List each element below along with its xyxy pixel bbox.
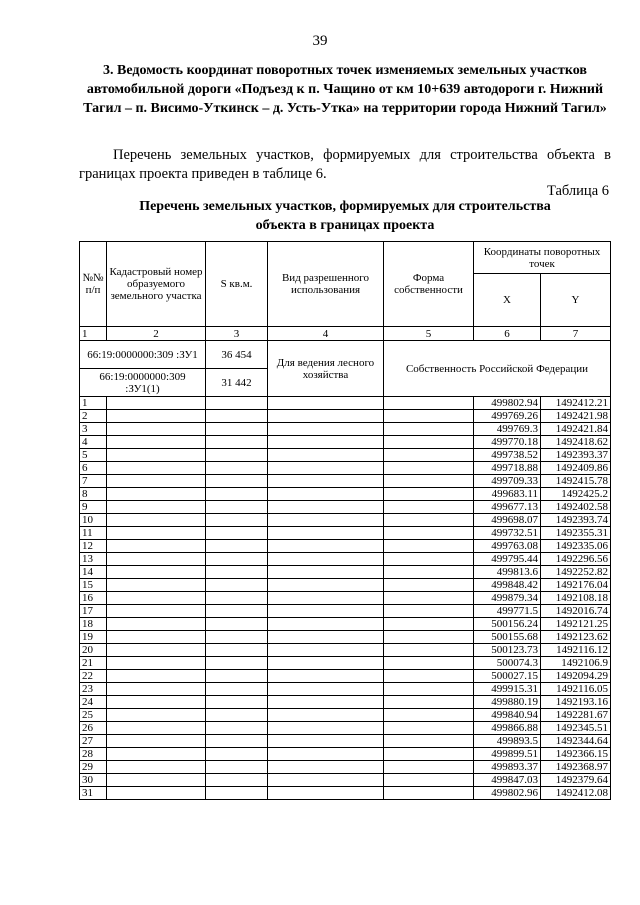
point-number: 31 <box>80 787 107 800</box>
point-number: 5 <box>80 449 107 462</box>
point-number: 6 <box>80 462 107 475</box>
section-heading: 3. Ведомость координат поворотных точек изменяемых земельных участков автомобильной дороги «Подъезд к п. Чащино от км 10+639 автодороги г. Нижний Тагил – п. Висимо-Уткинск – д. Усть-Утка» на территории города Нижний Тагил» <box>83 63 607 116</box>
col-number: 4 <box>268 327 384 341</box>
coord-y: 1492176.04 <box>541 579 611 592</box>
coord-y: 1492296.56 <box>541 553 611 566</box>
empty-cell <box>107 774 206 787</box>
empty-cell <box>206 748 268 761</box>
empty-cell <box>384 670 474 683</box>
header-x: X <box>474 274 541 327</box>
point-number: 16 <box>80 592 107 605</box>
table-title: Перечень земельных участков, формируемых для строительства объекта в границах проекта <box>139 199 551 233</box>
empty-cell <box>268 735 384 748</box>
coord-x: 499677.13 <box>474 501 541 514</box>
empty-cell <box>206 592 268 605</box>
empty-cell <box>107 787 206 800</box>
coord-x: 499718.88 <box>474 462 541 475</box>
empty-cell <box>384 748 474 761</box>
empty-cell <box>268 722 384 735</box>
point-number: 11 <box>80 527 107 540</box>
empty-cell <box>268 566 384 579</box>
coord-y: 1492412.08 <box>541 787 611 800</box>
empty-cell <box>107 748 206 761</box>
coord-y: 1492421.84 <box>541 423 611 436</box>
empty-cell <box>206 514 268 527</box>
point-number: 8 <box>80 488 107 501</box>
empty-cell <box>384 462 474 475</box>
coord-x: 500074.3 <box>474 657 541 670</box>
empty-cell <box>107 488 206 501</box>
coord-x: 499732.51 <box>474 527 541 540</box>
coord-y: 1492409.86 <box>541 462 611 475</box>
empty-cell <box>384 735 474 748</box>
parcel-ownership: Собственность Российской Федерации <box>384 341 611 397</box>
empty-cell <box>384 436 474 449</box>
empty-cell <box>107 397 206 410</box>
coord-y: 1492412.21 <box>541 397 611 410</box>
point-number: 4 <box>80 436 107 449</box>
empty-cell <box>107 735 206 748</box>
coord-y: 1492393.37 <box>541 449 611 462</box>
table-row <box>80 397 611 410</box>
col-number: 7 <box>541 327 611 341</box>
point-number: 29 <box>80 761 107 774</box>
empty-cell <box>206 488 268 501</box>
empty-cell <box>206 683 268 696</box>
empty-cell <box>384 605 474 618</box>
empty-cell <box>268 423 384 436</box>
empty-cell <box>384 657 474 670</box>
table-row <box>80 553 611 566</box>
point-number: 24 <box>80 696 107 709</box>
empty-cell <box>268 501 384 514</box>
point-number: 19 <box>80 631 107 644</box>
empty-cell <box>206 709 268 722</box>
empty-cell <box>268 631 384 644</box>
table-row <box>80 605 611 618</box>
empty-cell <box>107 657 206 670</box>
coord-x: 499879.34 <box>474 592 541 605</box>
coord-y: 1492252.82 <box>541 566 611 579</box>
coord-x: 499698.07 <box>474 514 541 527</box>
empty-cell <box>384 592 474 605</box>
empty-cell <box>107 670 206 683</box>
empty-cell <box>107 423 206 436</box>
empty-cell <box>268 462 384 475</box>
coord-y: 1492345.51 <box>541 722 611 735</box>
coord-y: 1492016.74 <box>541 605 611 618</box>
coord-x: 499738.52 <box>474 449 541 462</box>
empty-cell <box>384 423 474 436</box>
empty-cell <box>384 722 474 735</box>
coord-x: 499813.6 <box>474 566 541 579</box>
table-row <box>80 657 611 670</box>
empty-cell <box>384 761 474 774</box>
empty-cell <box>268 748 384 761</box>
table-row <box>80 761 611 774</box>
table-row <box>80 631 611 644</box>
empty-cell <box>384 488 474 501</box>
coord-x: 499847.03 <box>474 774 541 787</box>
point-number: 20 <box>80 644 107 657</box>
table-row <box>80 592 611 605</box>
point-number: 13 <box>80 553 107 566</box>
empty-cell <box>384 683 474 696</box>
table-row <box>80 787 611 800</box>
empty-cell <box>107 696 206 709</box>
empty-cell <box>268 553 384 566</box>
table-row <box>80 423 611 436</box>
header-ownership: Форма собственности <box>384 242 474 327</box>
empty-cell <box>206 436 268 449</box>
empty-cell <box>107 579 206 592</box>
point-number: 3 <box>80 423 107 436</box>
empty-cell <box>107 722 206 735</box>
coord-x: 499802.96 <box>474 787 541 800</box>
empty-cell <box>384 774 474 787</box>
coord-x: 499763.08 <box>474 540 541 553</box>
point-number: 10 <box>80 514 107 527</box>
coord-y: 1492421.98 <box>541 410 611 423</box>
coord-x: 499795.44 <box>474 553 541 566</box>
col-number: 1 <box>80 327 107 341</box>
coord-y: 1492108.18 <box>541 592 611 605</box>
empty-cell <box>107 527 206 540</box>
coord-y: 1492393.74 <box>541 514 611 527</box>
empty-cell <box>384 449 474 462</box>
empty-cell <box>268 436 384 449</box>
empty-cell <box>206 462 268 475</box>
coord-x: 499769.3 <box>474 423 541 436</box>
empty-cell <box>206 475 268 488</box>
table-row <box>80 462 611 475</box>
empty-cell <box>107 475 206 488</box>
coord-y: 1492355.31 <box>541 527 611 540</box>
empty-cell <box>206 449 268 462</box>
empty-cell <box>206 787 268 800</box>
empty-cell <box>206 657 268 670</box>
empty-cell <box>268 761 384 774</box>
table-row <box>80 670 611 683</box>
coord-x: 499893.37 <box>474 761 541 774</box>
coord-y: 1492402.58 <box>541 501 611 514</box>
point-number: 17 <box>80 605 107 618</box>
coord-x: 499769.26 <box>474 410 541 423</box>
col-number: 3 <box>206 327 268 341</box>
empty-cell <box>384 618 474 631</box>
empty-cell <box>107 605 206 618</box>
empty-cell <box>384 540 474 553</box>
empty-cell <box>268 696 384 709</box>
coord-x: 499683.11 <box>474 488 541 501</box>
col-number: 2 <box>107 327 206 341</box>
table-row <box>80 644 611 657</box>
empty-cell <box>206 735 268 748</box>
empty-cell <box>268 475 384 488</box>
col-number: 5 <box>384 327 474 341</box>
empty-cell <box>384 397 474 410</box>
empty-cell <box>268 670 384 683</box>
empty-cell <box>206 670 268 683</box>
point-number: 21 <box>80 657 107 670</box>
empty-cell <box>107 592 206 605</box>
header-coords: Координаты поворотных точек <box>474 242 611 274</box>
coord-y: 1492425.2 <box>541 488 611 501</box>
coord-y: 1492344.64 <box>541 735 611 748</box>
coord-y: 1492366.15 <box>541 748 611 761</box>
empty-cell <box>206 527 268 540</box>
table-row <box>80 774 611 787</box>
empty-cell <box>107 436 206 449</box>
empty-cell <box>384 579 474 592</box>
empty-cell <box>206 397 268 410</box>
point-number: 15 <box>80 579 107 592</box>
empty-cell <box>268 774 384 787</box>
coord-y: 1492418.62 <box>541 436 611 449</box>
empty-cell <box>268 683 384 696</box>
empty-cell <box>107 501 206 514</box>
coord-x: 499709.33 <box>474 475 541 488</box>
empty-cell <box>206 553 268 566</box>
empty-cell <box>384 410 474 423</box>
empty-cell <box>107 683 206 696</box>
header-usage: Вид разрешенного использования <box>268 242 384 327</box>
parcel-cadastral: 66:19:0000000:309 :ЗУ1 <box>80 341 206 369</box>
empty-cell <box>206 501 268 514</box>
header-cadastral: Кадастровый номер образуемого земельного участка <box>107 242 206 327</box>
empty-cell <box>268 709 384 722</box>
coord-x: 499866.88 <box>474 722 541 735</box>
parcel-area: 31 442 <box>206 369 268 397</box>
empty-cell <box>206 410 268 423</box>
coord-x: 500123.73 <box>474 644 541 657</box>
coord-x: 499802.94 <box>474 397 541 410</box>
empty-cell <box>107 449 206 462</box>
coord-x: 500027.15 <box>474 670 541 683</box>
table-row <box>80 540 611 553</box>
table-row <box>80 488 611 501</box>
coord-x: 499840.94 <box>474 709 541 722</box>
coord-x: 500155.68 <box>474 631 541 644</box>
empty-cell <box>107 618 206 631</box>
empty-cell <box>206 631 268 644</box>
table-row <box>80 527 611 540</box>
coord-y: 1492123.62 <box>541 631 611 644</box>
table-row <box>80 683 611 696</box>
empty-cell <box>384 527 474 540</box>
col-number: 6 <box>474 327 541 341</box>
empty-cell <box>206 644 268 657</box>
table-row <box>80 618 611 631</box>
coord-x: 499848.42 <box>474 579 541 592</box>
coordinates-table <box>79 241 611 800</box>
coord-y: 1492379.64 <box>541 774 611 787</box>
coord-y: 1492121.25 <box>541 618 611 631</box>
parcel-usage: Для ведения лесного хозяйства <box>268 341 384 397</box>
coord-y: 1492335.06 <box>541 540 611 553</box>
table-row <box>80 410 611 423</box>
empty-cell <box>206 618 268 631</box>
point-number: 1 <box>80 397 107 410</box>
point-number: 23 <box>80 683 107 696</box>
coord-x: 499893.5 <box>474 735 541 748</box>
empty-cell <box>206 566 268 579</box>
coord-x: 499899.51 <box>474 748 541 761</box>
empty-cell <box>107 540 206 553</box>
empty-cell <box>384 644 474 657</box>
empty-cell <box>268 527 384 540</box>
coord-x: 499880.19 <box>474 696 541 709</box>
empty-cell <box>384 696 474 709</box>
point-number: 30 <box>80 774 107 787</box>
point-number: 14 <box>80 566 107 579</box>
table-row <box>80 436 611 449</box>
empty-cell <box>206 761 268 774</box>
table-row <box>80 449 611 462</box>
table-label: Таблица 6 <box>546 183 609 199</box>
empty-cell <box>384 787 474 800</box>
table-row <box>80 566 611 579</box>
coord-y: 1492368.97 <box>541 761 611 774</box>
empty-cell <box>206 722 268 735</box>
point-number: 18 <box>80 618 107 631</box>
table-row <box>80 501 611 514</box>
coord-x: 499915.31 <box>474 683 541 696</box>
empty-cell <box>107 631 206 644</box>
coord-y: 1492281.67 <box>541 709 611 722</box>
point-number: 22 <box>80 670 107 683</box>
empty-cell <box>268 618 384 631</box>
coord-y: 1492094.29 <box>541 670 611 683</box>
empty-cell <box>107 644 206 657</box>
empty-cell <box>384 709 474 722</box>
coord-y: 1492193.16 <box>541 696 611 709</box>
empty-cell <box>268 579 384 592</box>
empty-cell <box>206 774 268 787</box>
empty-cell <box>107 553 206 566</box>
empty-cell <box>384 631 474 644</box>
empty-cell <box>268 644 384 657</box>
coord-x: 499771.5 <box>474 605 541 618</box>
empty-cell <box>206 540 268 553</box>
header-area: S кв.м. <box>206 242 268 327</box>
empty-cell <box>107 514 206 527</box>
point-number: 2 <box>80 410 107 423</box>
table-row <box>80 579 611 592</box>
empty-cell <box>384 475 474 488</box>
empty-cell <box>268 410 384 423</box>
coord-y: 1492415.78 <box>541 475 611 488</box>
empty-cell <box>268 449 384 462</box>
table-row <box>80 735 611 748</box>
empty-cell <box>384 514 474 527</box>
coord-x: 499770.18 <box>474 436 541 449</box>
empty-cell <box>206 579 268 592</box>
point-number: 28 <box>80 748 107 761</box>
empty-cell <box>206 696 268 709</box>
parcel-cadastral: 66:19:0000000:309 :ЗУ1(1) <box>80 369 206 397</box>
empty-cell <box>268 787 384 800</box>
empty-cell <box>107 761 206 774</box>
empty-cell <box>107 566 206 579</box>
empty-cell <box>384 566 474 579</box>
empty-cell <box>268 540 384 553</box>
empty-cell <box>107 709 206 722</box>
page-number: 39 <box>312 33 328 49</box>
empty-cell <box>384 501 474 514</box>
table-row <box>80 748 611 761</box>
empty-cell <box>268 397 384 410</box>
header-num: №№ п/п <box>80 242 107 327</box>
empty-cell <box>107 462 206 475</box>
table-row <box>80 722 611 735</box>
empty-cell <box>268 605 384 618</box>
empty-cell <box>384 553 474 566</box>
empty-cell <box>268 488 384 501</box>
table-row <box>80 475 611 488</box>
table-row <box>80 696 611 709</box>
point-number: 7 <box>80 475 107 488</box>
header-y: Y <box>541 274 611 327</box>
empty-cell <box>268 592 384 605</box>
table-row <box>80 709 611 722</box>
coord-y: 1492116.12 <box>541 644 611 657</box>
point-number: 9 <box>80 501 107 514</box>
point-number: 27 <box>80 735 107 748</box>
empty-cell <box>107 410 206 423</box>
coord-y: 1492116.05 <box>541 683 611 696</box>
parcel-area: 36 454 <box>206 341 268 369</box>
empty-cell <box>268 514 384 527</box>
intro-paragraph: Перечень земельных участков, формируемых для строительства объекта в границах проекта приведен в таблице 6. <box>79 147 611 182</box>
coord-x: 500156.24 <box>474 618 541 631</box>
empty-cell <box>268 657 384 670</box>
empty-cell <box>206 605 268 618</box>
point-number: 12 <box>80 540 107 553</box>
empty-cell <box>206 423 268 436</box>
point-number: 25 <box>80 709 107 722</box>
table-row <box>80 514 611 527</box>
coord-y: 1492106.9 <box>541 657 611 670</box>
point-number: 26 <box>80 722 107 735</box>
